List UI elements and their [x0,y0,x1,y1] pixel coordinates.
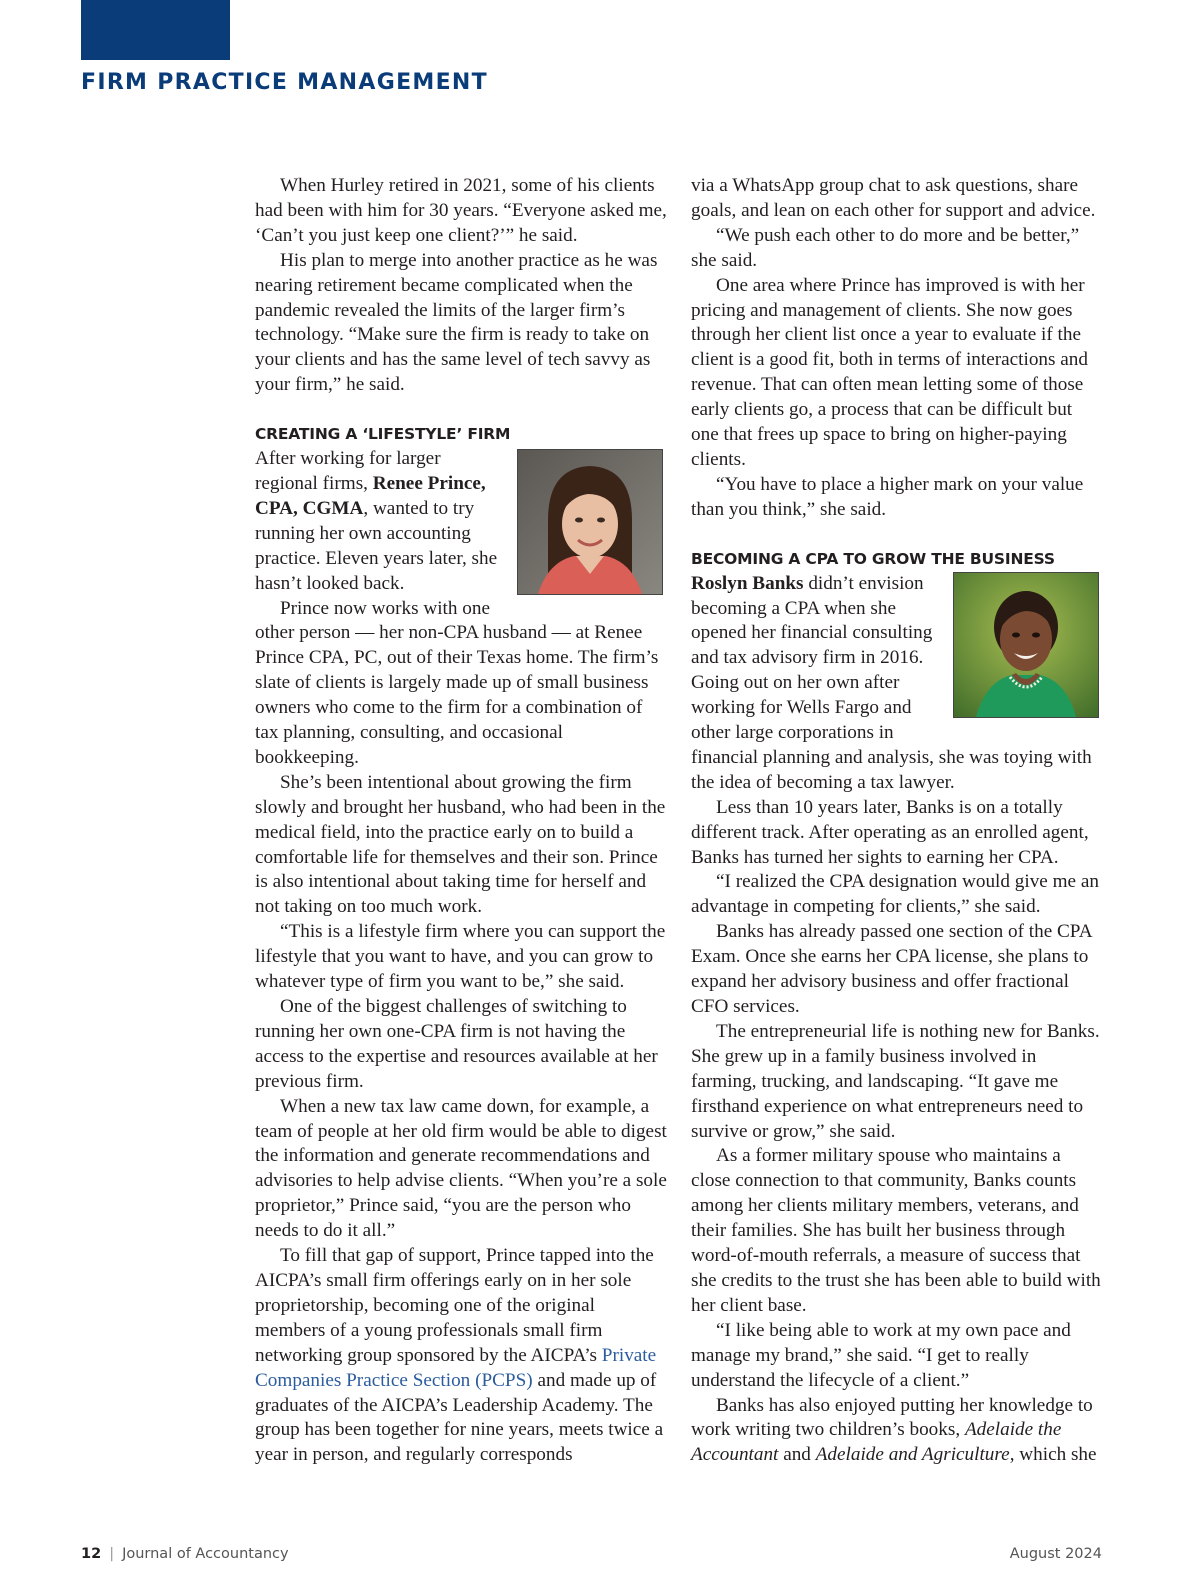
footer-left [81,1546,289,1562]
paragraph: via a WhatsApp group chat to ask questions, share goals, and lean on each other for support and advice. [691,175,1096,221]
roslyn-banks-photo [953,572,1099,718]
pcps-link[interactable]: Private Companies Practice Section (PCPS) [255,1344,657,1391]
paragraph: His plan to merge into another practice as he was nearing retirement became complicated when the pandemic revealed the limits of the larger firm’s technology. “Make sure the firm is ready to take on your clients and has the same level of tech savvy as your firm,” he said. [255,249,658,396]
paragraph: After working for larger regional firms, Renee Prince, CPA, CGMA, wanted to try running her own accounting practice. Eleven years later, she hasn’t looked back. [255,448,498,594]
paragraph: “I realized the CPA designation would give me an advantage in competing for clients,” she said. [691,871,1099,918]
paragraph: When a new tax law came down, for example, a team of people at her old firm would be able to digest the information and generate recommendations and advisories to help advise clients. “When you’re a sole proprietor,” Prince said, “you are the person who needs to do it all.” [255,1095,667,1242]
paragraph: When Hurley retired in 2021, some of his clients had been with him for 30 years. “Everyone asked me, ‘Can’t you just keep one client?’” he said. [255,175,667,246]
book-title: Adelaide the Accountant [691,1419,1062,1466]
subheading-lifestyle-firm: CREATING A ‘LIFESTYLE’ FIRM [255,425,511,444]
paragraph: Roslyn Banks didn’t envision becoming a CPA when she opened her financial consulting and tax advisory firm in 2016. Going out on her own after working for Wells Fargo and other large corporations in financial planning and analysis, she was toying with the idea of becoming a tax lawyer. [691,572,1092,793]
paragraph: Banks has also enjoyed putting her knowledge to work writing two children’s books, Adelaide the Accountant and Adelaide and Agriculture, which she [691,1394,1097,1466]
paragraph: Less than 10 years later, Banks is on a totally different track. After operating as an enrolled agent, Banks has turned her sights to earning her CPA. [691,796,1089,868]
paragraph: Banks has already passed one section of the CPA Exam. Once she earns her CPA license, she plans to expand her advisory business and offer fractional CFO services. [691,921,1092,1017]
page-number: 12 [81,1546,102,1562]
renee-prince-photo [517,449,663,595]
paragraph: “This is a lifestyle firm where you can support the lifestyle that you want to have, and you can grow to whatever type of firm you want to be,” she said. [255,921,666,993]
person-name-roslyn-banks: Roslyn Banks [691,572,804,594]
paragraph: One area where Prince has improved is with her pricing and management of clients. She now goes through her client list once a year to evaluate if the client is a good fit, both in terms of interactions and revenue. That can often mean letting some of those early clients go, a process that can be difficult but one that frees up space to bring on higher-paying clients. [691,274,1088,470]
paragraph: Prince now works with one other person — her non-CPA husband — at Renee Prince CPA, PC, out of their Texas home. The firm’s slate of clients is largely made up of small business owners who come to the firm for a combination of tax planning, consulting, and occasional bookkeeping. [255,597,659,768]
book-title: Adelaide and Agriculture [815,1444,1010,1466]
issue-date: August 2024 [1009,1546,1102,1562]
paragraph: The entrepreneurial life is nothing new for Banks. She grew up in a family business involved in farming, trucking, and landscaping. “It gave me firsthand experience on what entrepreneurs need to survive or grow,” she said. [691,1020,1100,1142]
article-column-right [691,174,1103,1468]
paragraph: “You have to place a higher mark on your value than you think,” she said. [691,473,1084,520]
subheading-becoming-cpa: BECOMING A CPA TO GROW THE BUSINESS [691,549,1055,568]
publication-name: Journal of Accountancy [122,1546,289,1562]
person-name-renee-prince: Renee Prince, CPA, CGMA [255,472,486,519]
paragraph: As a former military spouse who maintains a close connection to that community, Banks counts among her clients military members, veterans, and their families. She has built her business through word-of-mouth referrals, a measure of success that she credits to the trust she has been able to build with her client base. [691,1145,1101,1316]
paragraph: She’s been intentional about growing the firm slowly and brought her husband, who had been in the medical field, into the practice early on to build a comfortable life for themselves and their son. Prince is also intentional about taking time for herself and not taking on too much work. [255,771,666,918]
paragraph: “I like being able to work at my own pace and manage my brand,” she said. “I get to really understand the lifecycle of a client.” [691,1319,1071,1391]
article-column-left [255,174,667,1468]
header-accent-bar [81,0,230,60]
paragraph: To fill that gap of support, Prince tapped into the AICPA’s small firm offerings early on in her sole proprietorship, becoming one of the original members of a young professionals small firm networking group sponsored by the AICPA’s Private Companies Practice Section (PCPS) and made up of graduates of the AICPA’s Leadership Academy. The group has been together for nine years, meets twice a year in person, and regularly corresponds [255,1245,664,1466]
paragraph: One of the biggest challenges of switching to running her own one-CPA firm is not having the access to the expertise and resources available at her previous firm. [255,996,658,1092]
paragraph: “We push each other to do more and be better,” she said. [691,224,1080,271]
footer-separator: | [109,1546,115,1562]
section-title: FIRM PRACTICE MANAGEMENT [81,70,488,95]
